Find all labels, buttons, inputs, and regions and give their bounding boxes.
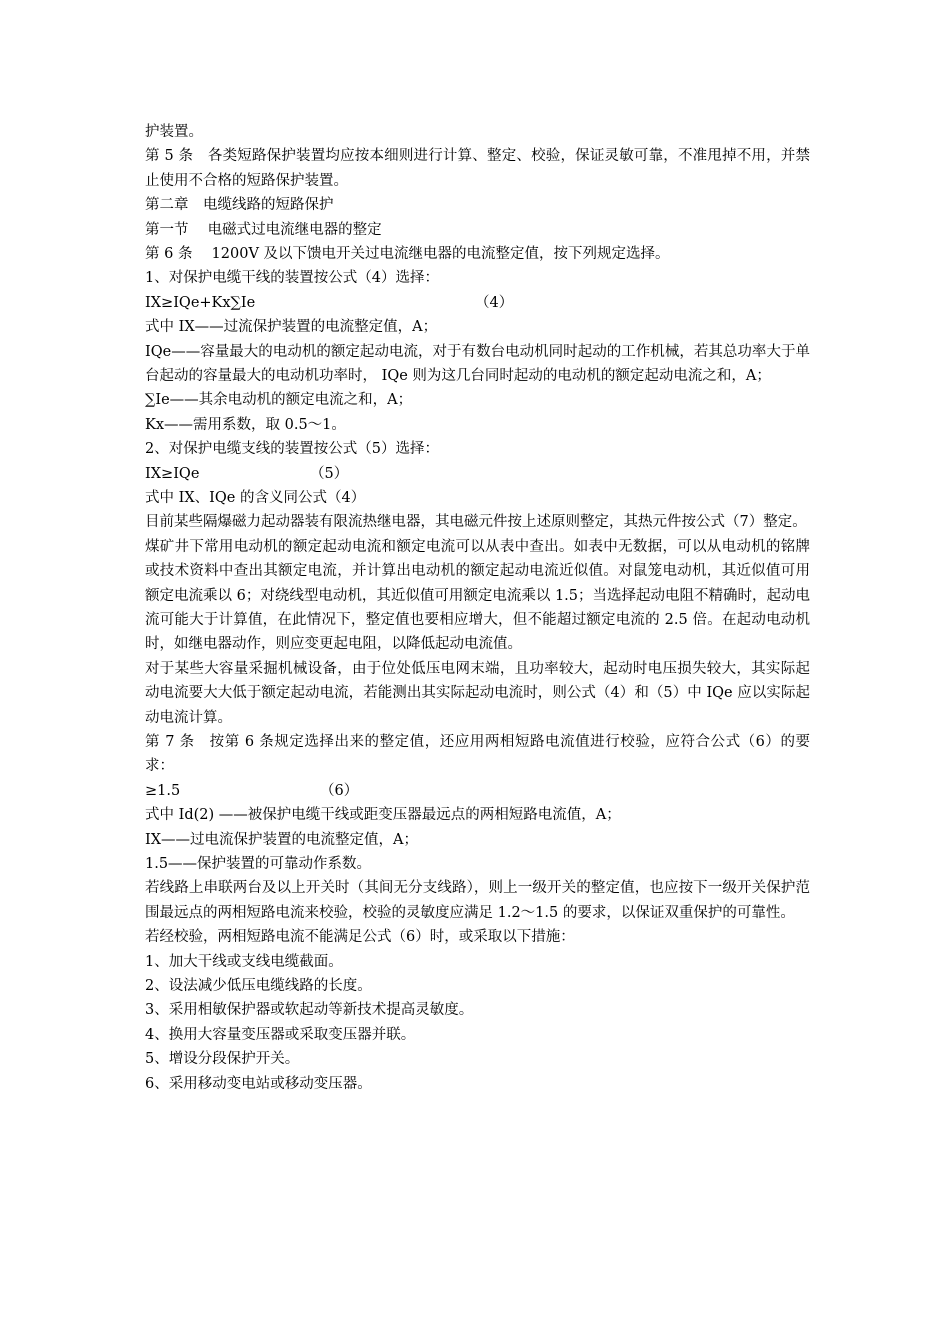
list-item: 5、增设分段保护开关。 (145, 1051, 300, 1068)
list-item: 2、设法减少低压电缆线路的长度。 (145, 977, 372, 994)
formula-number: （5） (310, 465, 349, 482)
paragraph: IQe——容量最大的电动机的额定起动电流，对于有数台电动机同时起动的工作机械，若其总功率大于单台起动的容量最大的电动机功率时， IQe 则为这几台同时起动的电动机的额定起动电流之和，A； (145, 343, 810, 384)
formula-5 (145, 462, 810, 486)
list-item: 6、采用移动变电站或移动变压器。 (145, 1075, 372, 1092)
paragraph: 煤矿井下常用电动机的额定起动电流和额定电流可以从表中查出。如表中无数据，可以从电动机的铭牌或技术资料中查出其额定电流，并计算出电动机的额定起动电流近似值。对鼠笼电动机，其近似值可用额定电流乘以 6；对绕线型电动机，其近似值可用额定电流乘以 1.5；当选择起动电阻不精确时，起动电流可能大于计算值，在此情况下，整定值也要相应增大，但不能超过额定电流的 2.5 倍。在起动电动机时，如继电器动作，则应变更起电阻，以降低起动电流值。 (145, 538, 810, 653)
formula-expression: ≥1.5 (145, 782, 181, 799)
paragraph: ∑Ie——其余电动机的额定电流之和，A； (145, 392, 413, 409)
list-item: 3、采用相敏保护器或软起动等新技术提高灵敏度。 (145, 1002, 474, 1019)
article-7: 第 7 条 按第 6 条规定选择出来的整定值，还应用两相短路电流值进行校验，应符合公式（6）的要求： (145, 733, 810, 775)
paragraph: 护装置。 (145, 124, 203, 140)
formula-number: （4） (475, 294, 514, 311)
paragraph: 1、对保护电缆干线的装置按公式（4）选择： (145, 270, 439, 287)
chapter-heading: 第二章 电缆线路的短路保护 (145, 197, 334, 214)
list-item: 4、换用大容量变压器或采取变压器并联。 (145, 1026, 416, 1043)
formula-number: （6） (320, 782, 359, 799)
paragraph: 1.5——保护装置的可靠动作系数。 (145, 855, 372, 872)
paragraph: 式中 IX、IQe 的含义同公式（4） (145, 489, 366, 506)
paragraph: 式中 IX——过流保护装置的电流整定值，A； (145, 319, 438, 336)
paragraph: Kx——需用系数，取 0.5～1。 (145, 416, 346, 433)
formula-expression: IX≥IQe+Kx∑Ie (145, 294, 256, 311)
paragraph: IX——过电流保护装置的电流整定值，A； (145, 831, 419, 848)
section-heading: 第一节 电磁式过电流继电器的整定 (145, 221, 382, 238)
formula-expression: IX≥IQe (145, 465, 200, 482)
list-item: 1、加大干线或支线电缆截面。 (145, 953, 343, 970)
paragraph: 式中 Id(2) ——被保护电缆干线或距变压器最远点的两相短路电流值，A； (145, 807, 621, 824)
article-6: 第 6 条 1200V 及以下馈电开关过电流继电器的电流整定值，按下列规定选择。 (145, 245, 670, 262)
paragraph: 对于某些大容量采掘机械设备，由于位处低压电网末端，且功率较大，起动时电压损失较大，其实际起动电流要大大低于额定起动电流，若能测出其实际起动电流时，则公式（4）和（5）中 IQe 应以实际起动电流计算。 (145, 660, 810, 726)
document-page (145, 120, 810, 1096)
paragraph: 目前某些隔爆磁力起动器装有限流热继电器，其电磁元件按上述原则整定，其热元件按公式（7）整定。 (145, 514, 807, 531)
paragraph: 若线路上串联两台及以上开关时（其间无分支线路），则上一级开关的整定值，也应按下一级开关保护范围最远点的两相短路电流来校验，校验的灵敏度应满足 1.2～1.5 的要求，以保证双重保护的可靠性。 (145, 880, 810, 921)
formula-6 (145, 779, 810, 803)
article-5: 第 5 条 各类短路保护装置均应按本细则进行计算、整定、校验，保证灵敏可靠，不准甩掉不用，并禁止使用不合格的短路保护装置。 (145, 148, 810, 189)
paragraph: 2、对保护电缆支线的装置按公式（5）选择： (145, 441, 439, 458)
paragraph: 若经校验，两相短路电流不能满足公式（6）时，或采取以下措施： (145, 929, 575, 946)
formula-4 (145, 291, 810, 315)
